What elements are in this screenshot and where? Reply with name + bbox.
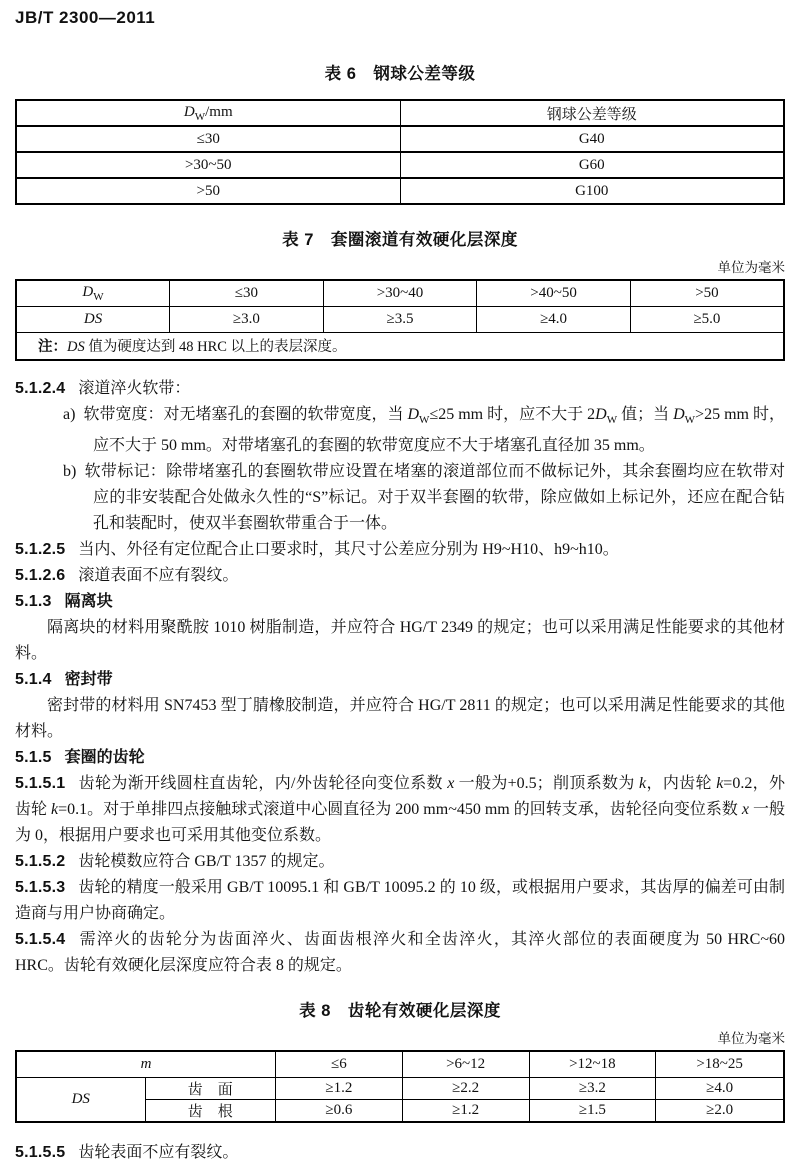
list-item-b [15,459,785,537]
table-cell: ≥2.0 [656,1099,784,1122]
paragraph: 隔离块的材料用聚酰胺 1010 树脂制造，并应符合 HG/T 2349 的规定；也可以采用满足性能要求的其他材料。 [15,619,785,663]
table-row [16,152,784,178]
table-cell: ≥1.5 [529,1099,656,1122]
clause-5.1.5.4 [15,927,785,979]
clause-text: 齿轮为渐开线圆柱直齿轮，内/外齿轮径向变位系数 x 一般为+0.5；削顶系数为 k，内齿轮 k=0.2，外齿轮 k=0.1。对于单排四点接触球式滚道中心圆直径为 200 mm~450 mm 的回转支承，齿轮径向变位系数 x 一般为 0，根据用户要求也可采用其他变位系数。 [15,775,785,845]
table-cell: >30~40 [323,280,477,306]
clause-text: 滚道表面不应有裂纹。 [78,567,239,585]
table-cell: ≥0.6 [276,1099,403,1122]
clause-number: 5.1.5.2 [15,853,66,871]
clause-text: 当内、外径有定位配合止口要求时，其尺寸公差应分别为 H9~H10、h9~h10。 [78,541,619,559]
table-cell: G100 [400,178,784,204]
table6 [15,99,785,205]
table6-header-row [16,100,784,126]
table6-header-dw: $D_W/mm$ [16,100,400,126]
clause-number: 5.1.3 [15,593,52,611]
clause-text: 滚道淬火软带： [78,380,191,397]
table-cell: >50 [16,178,400,204]
clause-5.1.2.6 [15,563,785,589]
table-cell: G60 [400,152,784,178]
table8-ds-label: DS [16,1077,145,1122]
table-cell: ≥3.5 [323,306,477,332]
list-item-a [15,402,785,459]
clause-heading-text: 隔离块 [64,593,113,611]
clause-number: 5.1.4 [15,671,52,689]
table8 [15,1050,785,1123]
table-cell: G40 [400,126,784,152]
clause-number: 5.1.5.1 [15,775,66,793]
table7-ds-label: DS [16,306,170,332]
table7-dw-label: $D_W$ [16,280,170,306]
table-cell: ≤30 [16,126,400,152]
table-cell: ≥3.0 [170,306,324,332]
clause-5.1.4-heading [15,667,785,693]
table6-title: 表 6 钢球公差等级 [324,65,476,83]
clause-5.1.2.5 [15,537,785,563]
row-label: 齿 根 [145,1099,276,1122]
table-row [16,178,784,204]
table-cell: >50 [630,280,784,306]
clause-heading-text: 密封带 [64,671,113,689]
table8-title: 表 8 齿轮有效硬化层深度 [299,1002,501,1021]
list-marker: b) [63,463,77,481]
clause-text: 齿轮的精度一般采用 GB/T 10095.1 和 GB/T 10095.2 的 10 级，或根据用户要求，其齿厚的偏差可由制造商与用户协商确定。 [15,879,785,923]
table7-unit-label: 单位为毫米 [717,260,785,275]
clause-number: 5.1.5.3 [15,879,66,897]
clause-5.1.5.2 [15,849,785,875]
table-cell: ≥3.2 [529,1077,656,1099]
table-cell: ≤30 [170,280,324,306]
table-cell: ≥2.2 [402,1077,529,1099]
clause-5.1.5.3 [15,875,785,927]
column-header: >12~18 [529,1051,656,1077]
table8-unit-label: 单位为毫米 [717,1031,785,1047]
table-cell: ≥5.0 [630,306,784,332]
clause-number: 5.1.5 [15,749,52,767]
list-text: 软带宽度：对无堵塞孔的套圈的软带宽度，当 $D_W\le 25$ mm 时，应不大于 $2D_W$ 值；当 $D_W>25$ mm 时，应不大于 50 mm。对带堵塞孔的套圈的软带宽度应不大于堵塞孔直径加 35 mm。 [83,406,785,455]
table8-m-label: m [16,1051,276,1077]
column-header: ≤6 [276,1051,403,1077]
clause-number: 5.1.2.5 [15,541,66,559]
table7-title: 表 7 套圈滚道有效硬化层深度 [282,231,518,249]
table7 [15,279,785,361]
column-header: >6~12 [402,1051,529,1077]
list-text: 软带标记：除带堵塞孔的套圈软带应设置在堵塞的滚道部位而不做标记外，其余套圈均应在软带对应的非安装配合处做永久性的“S”标记。对于双半套圈的软带，除应做如上标记外，还应在配合钻孔和装配时，使双半套圈软带重合于一体。 [84,463,785,533]
list-marker: a) [63,406,76,423]
table8-tooth-face-row [16,1077,784,1099]
table7-dw-row [16,280,784,306]
table6-header-grade: 钢球公差等级 [400,100,784,126]
clause-text: 齿轮表面不应有裂纹。 [78,1143,239,1161]
doc-number: JB/T 2300—2011 [15,8,156,27]
table-cell: ≥4.0 [656,1077,784,1099]
row-label: 齿 面 [145,1077,276,1099]
table-cell: >40~50 [477,280,631,306]
clause-number: 5.1.5.5 [15,1143,66,1161]
table-cell: ≥1.2 [276,1077,403,1099]
table-cell: ≥1.2 [402,1099,529,1122]
table-cell: >30~50 [16,152,400,178]
clause-5.1.5-heading [15,745,785,771]
clause-5.1.2.4 [15,376,785,402]
table-cell: ≥4.0 [477,306,631,332]
table8-header-row [16,1051,784,1077]
clause-5.1.3-heading [15,589,785,615]
column-header: >18~25 [656,1051,784,1077]
body-text [15,376,785,979]
clause-text: 齿轮模数应符合 GB/T 1357 的规定。 [78,853,335,871]
table7-ds-row [16,306,784,332]
clause-heading-text: 套圈的齿轮 [64,749,145,767]
table-row [16,126,784,152]
clause-5.1.5.1 [15,771,785,849]
table7-note: 注：DS 值为硬度达到 48 HRC 以上的表层深度。 [16,332,784,360]
clause-number: 5.1.5.4 [15,931,66,949]
clause-text: 需淬火的齿轮分为齿面淬火、齿面齿根淬火和全齿淬火，其淬火部位的表面硬度为 50 HRC~60 HRC。齿轮有效硬化层深度应符合表 8 的规定。 [15,931,785,975]
table7-note-row [16,332,784,360]
clause-number: 5.1.2.4 [15,380,66,397]
clause-5.1.5.5 [15,1140,785,1166]
paragraph: 密封带的材料用 SN7453 型丁腈橡胶制造，并应符合 HG/T 2811 的规定；也可以采用满足性能要求的其他材料。 [15,697,785,741]
clause-number: 5.1.2.6 [15,567,66,585]
